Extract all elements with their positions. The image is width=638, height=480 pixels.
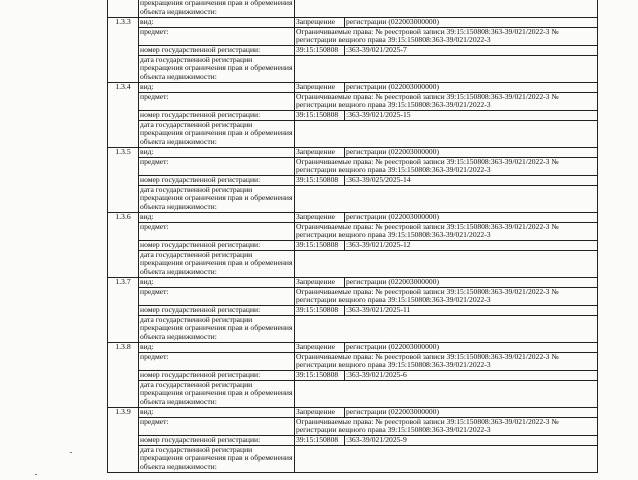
termination-date-label: дата государственной регистрации прекращения ограничения прав и обременения объекта недвижимости: — [139, 186, 295, 213]
registration-number-part1: 39:15:150808 — [295, 306, 345, 316]
record-row-predmet — [108, 223, 598, 241]
predmet-label: предмет: — [139, 158, 295, 176]
record-row-vid — [108, 343, 598, 353]
record-row-predmet — [108, 93, 598, 111]
termination-date-value — [295, 251, 598, 278]
record-row-termination — [108, 186, 598, 213]
vid-value-part2: регистрации (022003000000) — [345, 408, 598, 418]
vid-value-part2: регистрации (022003000000) — [345, 148, 598, 158]
top-fragment-row — [108, 0, 598, 18]
record-row-predmet — [108, 158, 598, 176]
registration-number-part2: :363-39/021/2025-12 — [345, 241, 598, 251]
termination-date-label: дата государственной регистрации прекращения ограничения прав и обременения объекта недвижимости: — [139, 446, 295, 473]
vid-label: вид: — [139, 148, 295, 158]
predmet-value — [295, 28, 598, 46]
predmet-label: предмет: — [139, 353, 295, 371]
predmet-value — [295, 93, 598, 111]
predmet-value — [295, 353, 598, 371]
predmet-line-1: Ограничиваемые права: № реестровой записи 39:15:150808:363-39/021/2022-3 № — [296, 352, 559, 361]
registration-number-part1: 39:15:150808 — [295, 176, 345, 186]
termination-date-label: прекращения ограничения прав и обременения объекта недвижимости: — [139, 0, 295, 18]
predmet-label: предмет: — [139, 288, 295, 306]
vid-value-part2: регистрации (022003000000) — [345, 83, 598, 93]
record-number: 1.3.4 — [108, 83, 139, 148]
record-row-termination — [108, 121, 598, 148]
record-number: 1.3.3 — [108, 18, 139, 83]
registration-number-label: номер государственной регистрации: — [139, 46, 295, 56]
restrictions-table — [107, 0, 598, 473]
registration-number-part2: :363-39/021/2025-9 — [345, 436, 598, 446]
record-number: 1.3.5 — [108, 148, 139, 213]
termination-date-value — [295, 446, 598, 473]
termination-date-value — [295, 121, 598, 148]
predmet-line-2: регистрации вещного права 39:15:150808:363-39/021/2022-3 — [296, 100, 491, 110]
record-row-vid — [108, 83, 598, 93]
record-row-nomer — [108, 371, 598, 381]
predmet-line-1: Ограничиваемые права: № реестровой записи 39:15:150808:363-39/021/2022-3 № — [296, 287, 559, 296]
registration-number-part2: :363-39/021/2025-15 — [345, 111, 598, 121]
record-row-nomer — [108, 436, 598, 446]
termination-date-value — [295, 56, 598, 83]
predmet-line-2: регистрации вещного права 39:15:150808:363-39/021/2022-3 — [296, 425, 491, 435]
registration-number-part1: 39:15:150808 — [295, 46, 345, 56]
record-row-termination — [108, 381, 598, 408]
predmet-line-1: Ограничиваемые права: № реестровой записи 39:15:150808:363-39/021/2022-3 № — [296, 417, 559, 426]
termination-date-label: дата государственной регистрации прекращения ограничения прав и обременения объекта недвижимости: — [139, 251, 295, 278]
record-row-vid — [108, 408, 598, 418]
predmet-value — [295, 158, 598, 176]
predmet-line-2: регистрации вещного права 39:15:150808:363-39/021/2022-3 — [296, 295, 491, 305]
predmet-value — [295, 223, 598, 241]
record-number: 1.3.6 — [108, 213, 139, 278]
vid-value-part1: Запрещение — [295, 18, 345, 28]
vid-value-part1: Запрещение — [295, 83, 345, 93]
vid-label: вид: — [139, 83, 295, 93]
vid-value-part2: регистрации (022003000000) — [345, 278, 598, 288]
predmet-value — [295, 418, 598, 436]
record-row-termination — [108, 446, 598, 473]
registration-number-part2: :363-39/025/2025-14 — [345, 176, 598, 186]
predmet-label: предмет: — [139, 223, 295, 241]
predmet-label: предмет: — [139, 28, 295, 46]
vid-label: вид: — [139, 18, 295, 28]
predmet-line-1: Ограничиваемые права: № реестровой записи 39:15:150808:363-39/021/2022-3 № — [296, 92, 559, 101]
predmet-line-2: регистрации вещного права 39:15:150808:363-39/021/2022-3 — [296, 230, 491, 240]
record-row-vid — [108, 213, 598, 223]
vid-value-part2: регистрации (022003000000) — [345, 18, 598, 28]
vid-value-part1: Запрещение — [295, 213, 345, 223]
vid-label: вид: — [139, 278, 295, 288]
predmet-line-2: регистрации вещного права 39:15:150808:363-39/021/2022-3 — [296, 35, 491, 45]
registration-number-label: номер государственной регистрации: — [139, 371, 295, 381]
registration-number-part2: :363-39/021/2025-11 — [345, 306, 598, 316]
record-row-predmet — [108, 418, 598, 436]
predmet-line-2: регистрации вещного права 39:15:150808:363-39/021/2022-3 — [296, 360, 491, 370]
record-row-termination — [108, 56, 598, 83]
termination-date-label: дата государственной регистрации прекращения ограничения прав и обременения объекта недвижимости: — [139, 316, 295, 343]
record-row-termination — [108, 316, 598, 343]
record-number: 1.3.9 — [108, 408, 139, 473]
record-row-predmet — [108, 353, 598, 371]
record-row-nomer — [108, 46, 598, 56]
record-row-vid — [108, 148, 598, 158]
predmet-value — [295, 288, 598, 306]
termination-date-value — [295, 381, 598, 408]
registration-number-part1: 39:15:150808 — [295, 371, 345, 381]
record-number: 1.3.7 — [108, 278, 139, 343]
registration-number-label: номер государственной регистрации: — [139, 241, 295, 251]
termination-date-value — [295, 316, 598, 343]
vid-label: вид: — [139, 408, 295, 418]
vid-value-part2: регистрации (022003000000) — [345, 213, 598, 223]
registration-number-label: номер государственной регистрации: — [139, 306, 295, 316]
record-row-predmet — [108, 28, 598, 46]
predmet-line-1: Ограничиваемые права: № реестровой записи 39:15:150808:363-39/021/2022-3 № — [296, 222, 559, 231]
predmet-line-2: регистрации вещного права 39:15:150808:363-39/021/2022-3 — [296, 165, 491, 175]
predmet-line-1: Ограничиваемые права: № реестровой записи 39:15:150808:363-39/021/2022-3 № — [296, 157, 559, 166]
vid-value-part1: Запрещение — [295, 148, 345, 158]
registration-number-part1: 39:15:150808 — [295, 436, 345, 446]
registration-number-label: номер государственной регистрации: — [139, 436, 295, 446]
vid-value-part1: Запрещение — [295, 278, 345, 288]
record-row-termination — [108, 251, 598, 278]
record-row-vid — [108, 18, 598, 28]
predmet-line-1: Ограничиваемые права: № реестровой записи 39:15:150808:363-39/021/2022-3 № — [296, 27, 559, 36]
record-row-predmet — [108, 288, 598, 306]
top-fragment-value — [295, 0, 598, 18]
record-number-cell — [108, 0, 139, 18]
registration-number-part2: :363-39/021/2025-7 — [345, 46, 598, 56]
left-margin — [0, 0, 106, 480]
registration-number-label: номер государственной регистрации: — [139, 176, 295, 186]
vid-value-part1: Запрещение — [295, 408, 345, 418]
termination-date-label: дата государственной регистрации прекращения ограничения прав и обременения объекта недвижимости: — [139, 121, 295, 148]
record-row-nomer — [108, 111, 598, 121]
predmet-label: предмет: — [139, 418, 295, 436]
predmet-label: предмет: — [139, 93, 295, 111]
record-row-vid — [108, 278, 598, 288]
record-number: 1.3.8 — [108, 343, 139, 408]
registration-number-part2: :363-39/021/2025-6 — [345, 371, 598, 381]
termination-date-value — [295, 186, 598, 213]
termination-date-label: дата государственной регистрации прекращения ограничения прав и обременения объекта недвижимости: — [139, 381, 295, 408]
record-row-nomer — [108, 306, 598, 316]
vid-value-part1: Запрещение — [295, 343, 345, 353]
registration-number-part1: 39:15:150808 — [295, 111, 345, 121]
record-row-nomer — [108, 176, 598, 186]
vid-label: вид: — [139, 343, 295, 353]
termination-date-label: дата государственной регистрации прекращения ограничения прав и обременения объекта недвижимости: — [139, 56, 295, 83]
record-row-nomer — [108, 241, 598, 251]
registration-number-part1: 39:15:150808 — [295, 241, 345, 251]
vid-value-part2: регистрации (022003000000) — [345, 343, 598, 353]
registration-number-label: номер государственной регистрации: — [139, 111, 295, 121]
vid-label: вид: — [139, 213, 295, 223]
